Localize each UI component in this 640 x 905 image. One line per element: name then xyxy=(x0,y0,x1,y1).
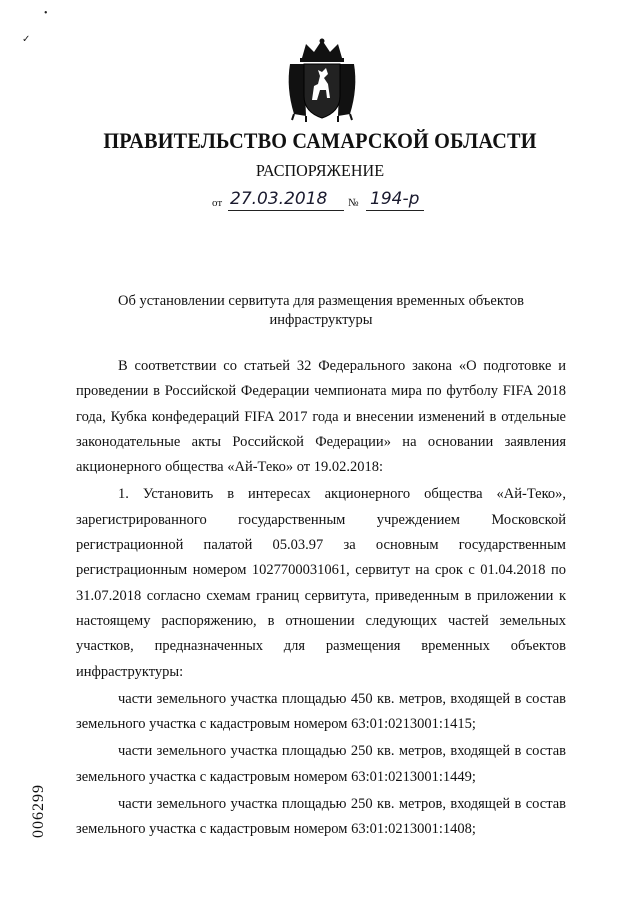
scan-mark: • xyxy=(44,8,48,19)
date-underline xyxy=(228,210,344,211)
serial-number-text: 006299 xyxy=(30,784,47,838)
list-item: части земельного участка площадью 450 кв. метров, входящей в состав земельного участка с кадастровым номером 63:01:0213001:1415; xyxy=(76,690,566,733)
document-type: РАСПОРЯЖЕНИЕ xyxy=(255,161,385,180)
date-number-line xyxy=(212,189,442,215)
clause-1-paragraph: 1. Установить в интересах акционерного общества «Ай-Теко», зарегистрированного государственным учреждением Московской регистрационной палатой 05.03.97 за основным государственным регистрационным номером 1027700031061, сервитут на срок с 01.04.2018 по 31.07.2018 согласно схемам границ сервитута, приведенным в приложении к настоящему распоряжению, в отношении следующих частей земельных участков, предназначенных для размещения временных объектов инфраструктуры: xyxy=(76,486,566,680)
date-label: от xyxy=(212,197,223,209)
number-underline xyxy=(366,210,424,211)
date-value: 27.03.2018 xyxy=(230,189,328,209)
scan-mark: ✓ xyxy=(22,34,31,45)
preamble-paragraph: В соответствии со статьей 32 Федерального закона «О подготовке и проведении в Российской Федерации чемпионата мира по футболу FIFA 2018 года, Кубка конфедераций FIFA 2017 года и внесении изменений в отдельные законодательные акты Российской Федерации» на основании заявления акционерного общества «Ай-Теко» от 19.02.2018: xyxy=(76,358,566,476)
number-value: 194-р xyxy=(370,189,420,209)
document-body xyxy=(76,354,566,843)
side-serial-number xyxy=(24,770,48,840)
government-title: ПРАВИТЕЛЬСТВО САМАРСКОЙ ОБЛАСТИ xyxy=(103,128,537,153)
list-item: части земельного участка площадью 250 кв. метров, входящей в состав земельного участка с кадастровым номером 63:01:0213001:1408; xyxy=(76,796,566,838)
list-item: части земельного участка площадью 250 кв. метров, входящей в состав земельного участка с кадастровым номером 63:01:0213001:1449; xyxy=(76,743,566,785)
document-subject: Об установлении сервитута для размещения временных объектов инфраструктуры xyxy=(118,293,524,328)
number-label: № xyxy=(348,197,359,209)
samara-coat-of-arms-icon xyxy=(284,38,360,122)
